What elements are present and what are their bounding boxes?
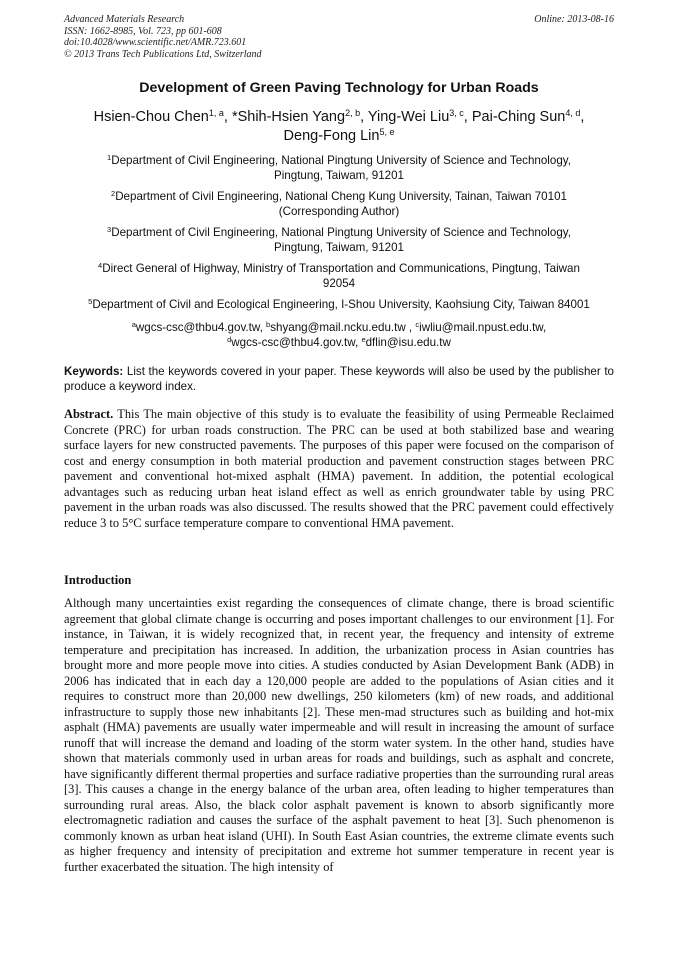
affiliation-line: Pingtung, Taiwam, 91201 (274, 169, 404, 182)
author-superscript: 1, a (208, 108, 224, 118)
paper-title: Development of Green Paving Technology for Urban Roads (139, 80, 539, 96)
email-superscript: c (415, 320, 420, 329)
abstract-text: This The main objective of this study is to evaluate the feasibility of using Permeable Reclaimed Concrete (PRC) for urban roads construction. The PRC can be used at both stabilized base and wearing surface layers for new constructed pavements. The purposes of this paper were focused on the comparison of cost and energy consumption in both material production and pavement construction stages between PRC pavement and conventional hot-mixed asphalt (HMA) pavement. In addition, the potential ecological advantages such as reducing urban heat island effect as well as enrich groundwater table by using PRC pavement in the urban roads was also discussed. The results showed that the PRC pavement could effectively reduce 3 to 5°C surface temperature compare to conventional HMA pavement. (64, 407, 615, 530)
affiliation-line: Department of Civil and Ecological Engineering, I-Shou University, Kaohsiung City, Taiwan 84001 (92, 298, 590, 311)
email-address: iwliu@mail.npust.edu.tw, (419, 321, 547, 334)
affiliation-number: 4 (98, 261, 103, 270)
email-address: wgcs-csc@thbu4.gov.tw, (231, 336, 359, 349)
keywords-paragraph (64, 364, 614, 394)
email-address: dflin@isu.edu.tw (365, 336, 451, 349)
author-name: Pai-Ching Sun (471, 109, 566, 125)
author-superscript: 2, b (345, 108, 361, 118)
copyright: © 2013 Trans Tech Publications Ltd, Switzerland (64, 48, 262, 60)
email-superscript: a (131, 320, 136, 329)
affiliation-line: Department of Civil Engineering, National Pingtung University of Science and Technology, (111, 226, 571, 239)
issn: ISSN: 1662-8985, Vol. 723, pp 601-608 (64, 25, 222, 37)
email-address: shyang@mail.ncku.edu.tw , (270, 321, 413, 334)
online-date: Online: 2013-08-16 (534, 14, 614, 25)
keywords-text: List the keywords covered in your paper. These keywords will also be used by the publisher to produce a keyword index. (64, 365, 614, 393)
email-superscript: b (266, 320, 271, 329)
affiliation-line: 92054 (322, 277, 356, 290)
affiliation (60, 225, 618, 255)
section-heading-introduction: Introduction (64, 573, 132, 587)
affiliation (60, 297, 618, 312)
author-superscript: 4, d (565, 108, 581, 118)
author-name: Hsien-Chou Chen (93, 109, 209, 125)
affiliation-line: Department of Civil Engineering, National Pingtung University of Science and Technology, (111, 154, 571, 167)
affiliation (60, 261, 618, 291)
affiliation (60, 153, 618, 183)
keywords-label: Keywords: (64, 365, 124, 378)
affiliation-number: 3 (107, 225, 112, 234)
email-superscript: d (227, 335, 232, 344)
introduction-paragraph: Although many uncertainties exist regarding the consequences of climate change, there is broad scientific agreement that global climate change is occurring and poses important challenges to our environment [1]. For instance, in Taiwan, it is widely recognized that, in recent year, the frequency and intensity of extreme temperature and precipitation has increased. In addition, the urbanization process in Asian countries has brought more and more people move into cities. A studies conducted by Asian Development Bank (ADB) in 2006 has indicated that in each day a 120,000 people are added to the populations of Asian cities and it requires to construct more than 20,000 new dwellings, 250 kilometers (km) of new roads, and additional infrastructure to supply those new inhabitants [2]. These men-mad structures such as building and hot-mix asphalt (HMA) pavements are usually water impermeable and will result in increasing the amount of surface runoff that will increase the demand and loading of the storm water system. In the other hand, studies have shown that materials commonly used in urban areas for roads and buildings, such as asphalt and concrete, have significantly different thermal properties and surface radiative properties than the surrounding rural areas [3]. This causes a change in the energy balance of the urban area, often leading to higher temperatures than surrounding rural areas. Also, the black color asphalt pavement is known to absorb significantly more electromagnetic radiation and causes the surface of the asphalt pavement to heat [3]. Such phenomenon is commonly known as urban heat island (UHI). In South East Asian countries, the extreme climate events such as higher frequency and intensity of precipitation and extreme hot summer temperature in recent year is further exacerbated the situation. The high intensity of (64, 596, 614, 874)
affiliation-line: Pingtung, Taiwam, 91201 (274, 241, 404, 254)
journal-header (64, 14, 614, 60)
email-address: wgcs-csc@thbu4.gov.tw, (135, 321, 263, 334)
email-superscript: e (361, 335, 366, 344)
affiliation-number: 1 (107, 153, 112, 162)
abstract-paragraph (64, 407, 614, 531)
author-name: *Shih-Hsien Yang (231, 109, 346, 125)
doi: doi:10.4028/www.scientific.net/AMR.723.601 (64, 37, 247, 48)
affiliation-number: 2 (111, 189, 116, 198)
affiliations (60, 153, 618, 350)
author-list: Hsien-Chou Chen$^{1, a}$, *Shih-Hsien Yang$^{2, b}$, Ying-Wei Liu$^{3, c}$, Pai-Ching Sun$^{4, d}$, Deng-Fong Lin$^{5, e}$ (93, 108, 585, 144)
affiliation-line: Department of Civil Engineering, National Cheng Kung University, Tainan, Taiwan 70101 (115, 190, 567, 203)
author-superscript: 5, e (379, 127, 395, 137)
author-name: Ying-Wei Liu (367, 109, 450, 125)
affiliation-line: (Corresponding Author) (278, 205, 400, 218)
affiliation (60, 189, 618, 219)
author-superscript: 3, c (449, 108, 464, 118)
affiliation-number: 5 (88, 297, 93, 306)
affiliation-line: Direct General of Highway, Ministry of Transportation and Communications, Pingtung, Taiwan (102, 262, 580, 275)
abstract-label: Abstract. (64, 407, 114, 421)
journal-name: Advanced Materials Research (64, 14, 185, 25)
email-list (60, 320, 618, 350)
author-name: Deng-Fong Lin (283, 128, 380, 144)
